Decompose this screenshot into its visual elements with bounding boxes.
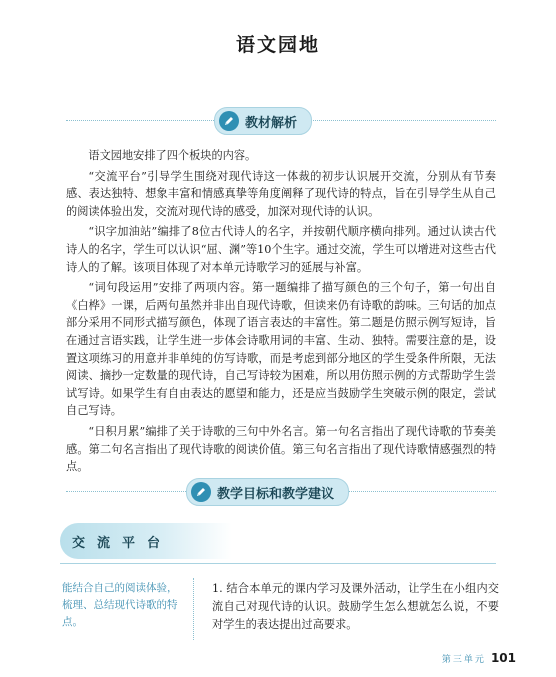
page-footer bbox=[442, 651, 516, 665]
section-pill bbox=[186, 478, 349, 506]
section-pill bbox=[214, 107, 312, 135]
teaching-suggestion: 1. 结合本单元的课内学习及课外活动，让学生在小组内交流自己对现代诗的认识。鼓励学生怎么想就怎么说，不要对学生的表达提出过高要求。 bbox=[212, 582, 499, 631]
section-label: 教学目标和教学建议 bbox=[217, 486, 335, 502]
paragraph: 语文园地安排了四个板块的内容。 bbox=[88, 149, 257, 162]
section-header-goals bbox=[66, 478, 496, 506]
pen-icon bbox=[219, 111, 239, 131]
pen-icon bbox=[191, 482, 211, 502]
section-header-textbook-analysis bbox=[66, 107, 496, 135]
paragraph: “交流平台”引导学生围绕对现代诗这一体裁的初步认识展开交流，分别从有节奏感、表达独特、想象丰富和情感真挚等角度阐释了现代诗的特点，旨在引导学生从自己的阅读体验出发，交流对现代诗的感受，加深对现代诗的认识。 bbox=[66, 169, 496, 218]
analysis-body bbox=[66, 147, 496, 479]
banner-rule bbox=[60, 563, 496, 564]
paragraph: “日积月累”编排了关于诗歌的三句中外名言。第一句名言指出了现代诗歌的节奏美感。第二句名言指出了现代诗歌的阅读价值。第三句名言指出了现代诗歌情感强烈的特点。 bbox=[66, 424, 496, 474]
subsection-banner: 交流平台 bbox=[60, 523, 232, 559]
page-number: 101 bbox=[490, 651, 516, 665]
margin-goal-note: 能结合自己的阅读体验，梳理、总结现代诗歌的特点。 bbox=[62, 582, 178, 628]
column-divider bbox=[193, 578, 194, 640]
paragraph: “识字加油站”编排了8位古代诗人的名字，并按朝代顺序横向排列。通过认读古代诗人的名字，学生可以认识“屈、渊”等10个生字。通过交流，学生可以增进对这些古代诗人的了解。该项目体现了对本单元诗歌学习的延展与补富。 bbox=[66, 225, 496, 274]
unit-label: 第三单元 bbox=[441, 654, 486, 665]
page-title: 语文园地 bbox=[235, 34, 320, 56]
section-label: 教材解析 bbox=[245, 115, 298, 131]
paragraph: “词句段运用”安排了两项内容。第一题编排了描写颜色的三个句子，第一句出自《白桦》一课，后两句虽然并非出自现代诗歌，但读来仍有诗歌的韵味。三句话的加点部分采用不同形式描写颜色，体现了语言表达的丰富性。第二题是仿照示例写短诗，旨在通过言语实践，让学生进一步体会诗歌用词的丰富、生动、独特。需要注意的是，设置这项练习的用意并非单纯的仿写诗歌，而是考虑到部分地区的学生受条件所限，无法阅读、摘抄一定数量的现代诗，自己写诗较为困难，所以用仿照示例的方式帮助学生尝试写诗。如果学生有自由表达的愿望和能力，还是应当鼓励学生突破示例的限定，尝试自己写诗。 bbox=[66, 281, 496, 418]
